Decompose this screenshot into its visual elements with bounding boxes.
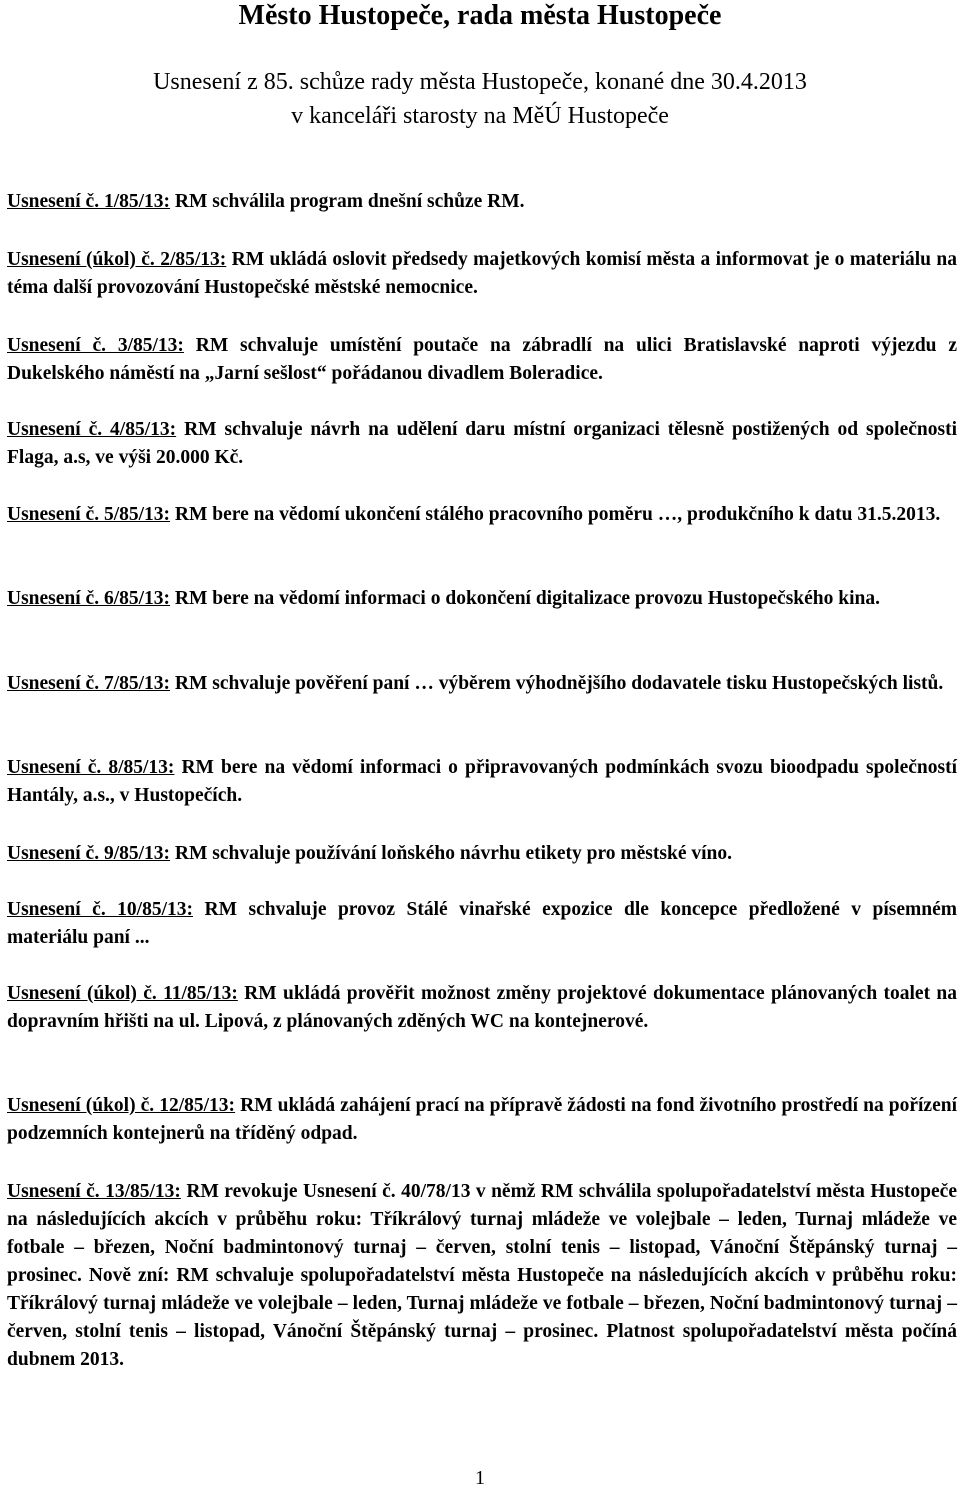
page-number: 1 <box>475 1467 485 1489</box>
resolution-label: Usnesení (úkol) č. 11/85/13: <box>7 983 238 1004</box>
session-subtitle: Usnesení z 85. schůze rady města Hustopeče, konané dne 30.4.2013 <box>153 69 807 95</box>
resolution-4 <box>7 416 957 472</box>
resolution-9 <box>7 840 957 868</box>
resolution-text: RM schvaluje pověření paní … výběrem výhodnějšího dodavatele tisku Hustopečských listů. <box>170 673 944 694</box>
resolution-label: Usnesení č. 9/85/13: <box>7 843 171 864</box>
resolution-label: Usnesení č. 13/85/13: <box>7 1181 181 1202</box>
resolution-5 <box>7 501 957 529</box>
resolution-8 <box>7 754 957 810</box>
resolution-label: Usnesení č. 5/85/13: <box>7 504 171 525</box>
resolution-13 <box>7 1178 957 1374</box>
session-location: v kanceláři starosty na MěÚ Hustopeče <box>291 103 669 129</box>
resolution-text: RM revokuje Usnesení č. 40/78/13 v němž RM schválila spolupořadatelství města Hustopeče na následujících akcích v průběhu roku: Tříkrálový turnaj mládeže ve volejbale – leden, Turnaj mládeže ve fotbale – březen, Noční badmintonový turnaj – červen, stolní tenis – listopad, Vánoční Štěpánský turnaj – prosinec. Nově zní: RM schvaluje spolupořadatelství města Hustopeče na následujících akcích v průběhu roku: Tříkrálový turnaj mládeže ve volejbale – leden, Turnaj mládeže ve fotbale – březen, Noční badmintonový turnaj – červen, stolní tenis – listopad, Vánoční Štěpánský turnaj – prosinec. Platnost spolupořadatelství města počíná dubnem 2013. <box>7 1181 957 1370</box>
resolution-label: Usnesení č. 4/85/13: <box>7 419 177 440</box>
resolution-text: RM ukládá oslovit předsedy majetkových komisí města a informovat je o materiálu na téma další provozování Hustopečské městské nemocnice. <box>7 249 957 298</box>
resolution-text: RM ukládá zahájení prací na přípravě žádosti na fond životního prostředí na pořízení podzemních kontejnerů na tříděný odpad. <box>7 1095 957 1144</box>
resolution-label: Usnesení č. 7/85/13: <box>7 673 171 694</box>
resolution-text: RM schvaluje používání loňského návrhu etikety pro městské víno. <box>170 843 732 864</box>
resolution-text: RM bere na vědomí informaci o připravovaných podmínkách svozu bioodpadu společností Hantály, a.s., v Hustopečích. <box>7 757 957 806</box>
resolution-text: RM ukládá prověřit možnost změny projektové dokumentace plánovaných toalet na dopravním hřišti na ul. Lipová, z plánovaných zděných WC na kontejnerové. <box>7 983 957 1032</box>
resolution-3 <box>7 332 957 388</box>
resolution-1 <box>7 188 957 216</box>
resolution-2 <box>7 246 957 302</box>
resolution-text: RM schválila program dnešní schůze RM. <box>170 191 525 212</box>
resolution-label: Usnesení č. 3/85/13: <box>7 335 184 356</box>
resolution-label: Usnesení č. 6/85/13: <box>7 588 171 609</box>
document-title: Město Hustopeče, rada města Hustopeče <box>238 0 722 31</box>
resolution-7 <box>7 670 957 698</box>
resolution-label: Usnesení (úkol) č. 12/85/13: <box>7 1095 236 1116</box>
resolution-text: RM bere na vědomí ukončení stálého pracovního poměru …, produkčního k datu 31.5.2013. <box>170 504 941 525</box>
resolution-6 <box>7 585 957 613</box>
resolution-text: RM bere na vědomí informaci o dokončení digitalizace provozu Hustopečského kina. <box>170 588 880 609</box>
resolution-text: RM schvaluje návrh na udělení daru místní organizaci tělesně postižených od společnosti Flaga, a.s, ve výši 20.000 Kč. <box>7 419 957 468</box>
resolution-11 <box>7 980 957 1036</box>
resolution-text: RM schvaluje umístění poutače na zábradlí na ulici Bratislavské naproti výjezdu z Dukelského náměstí na „Jarní sešlost“ pořádanou divadlem Boleradice. <box>7 335 957 384</box>
resolution-label: Usnesení (úkol) č. 2/85/13: <box>7 249 227 270</box>
resolution-12 <box>7 1092 957 1148</box>
resolution-label: Usnesení č. 10/85/13: <box>7 899 194 920</box>
resolution-label: Usnesení č. 1/85/13: <box>7 191 171 212</box>
resolution-label: Usnesení č. 8/85/13: <box>7 757 175 778</box>
resolution-text: RM schvaluje provoz Stálé vinařské expozice dle koncepce předložené v písemném materiálu paní ... <box>7 899 957 948</box>
resolution-10 <box>7 896 957 952</box>
